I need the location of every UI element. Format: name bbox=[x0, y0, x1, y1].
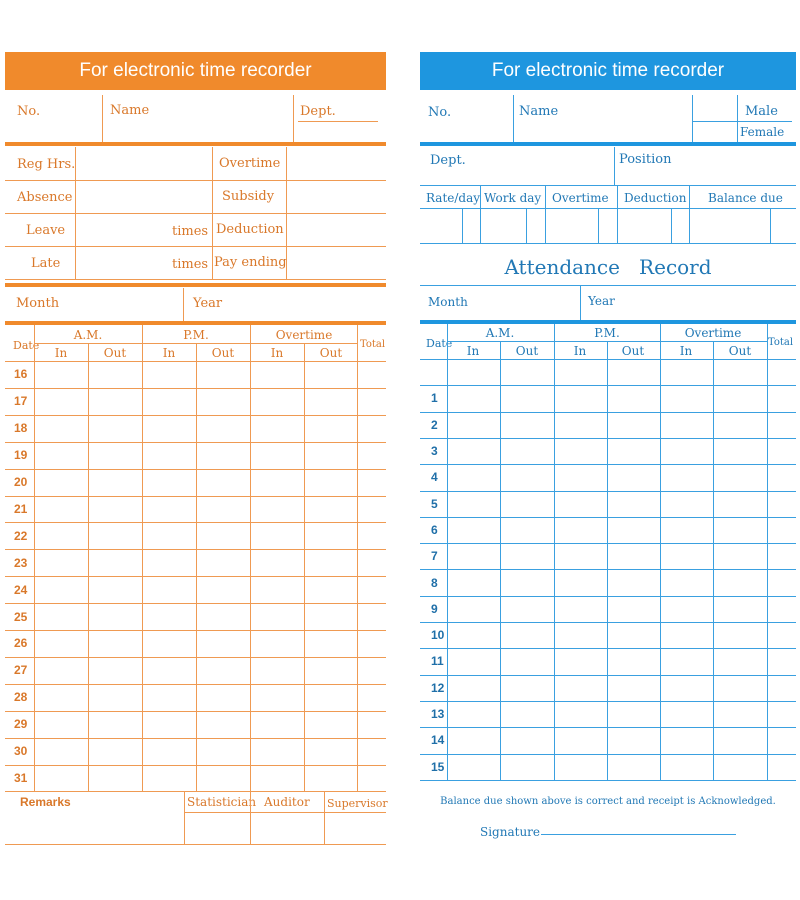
out-label: Out bbox=[211, 346, 235, 360]
column-line bbox=[142, 325, 143, 791]
am-label: A.M. bbox=[485, 326, 515, 340]
day-number: 19 bbox=[14, 448, 28, 463]
row-line bbox=[420, 359, 796, 360]
total-label: Total bbox=[360, 339, 386, 350]
divider bbox=[692, 95, 693, 143]
female-label: Female bbox=[740, 125, 785, 139]
overtime-label: Overtime bbox=[552, 191, 609, 205]
column-line bbox=[660, 324, 661, 780]
out-label: Out bbox=[621, 344, 645, 358]
day-number: 23 bbox=[14, 555, 28, 570]
day-number: 8 bbox=[431, 575, 438, 590]
date-label: Date bbox=[13, 339, 40, 352]
in-label: In bbox=[679, 344, 693, 358]
am-label: A.M. bbox=[73, 328, 103, 342]
row-line bbox=[5, 791, 386, 792]
day-number: 12 bbox=[431, 680, 445, 695]
in-label: In bbox=[54, 346, 68, 360]
day-number: 11 bbox=[431, 654, 444, 669]
divider bbox=[102, 95, 103, 143]
out-label: Out bbox=[728, 344, 752, 358]
card-title: For electronic time recorder bbox=[420, 52, 796, 90]
work-day-label: Work day bbox=[484, 191, 542, 205]
row-line bbox=[420, 491, 796, 492]
day-number: 2 bbox=[431, 417, 438, 432]
total-label: Total bbox=[768, 337, 794, 348]
divider bbox=[526, 208, 527, 243]
dept-label: Dept. bbox=[430, 153, 466, 168]
out-label: Out bbox=[319, 346, 343, 360]
day-number: 15 bbox=[431, 759, 445, 774]
column-line bbox=[607, 341, 608, 780]
divider bbox=[462, 208, 463, 243]
in-label: In bbox=[162, 346, 176, 360]
divider bbox=[580, 285, 581, 320]
signature-line bbox=[541, 834, 736, 835]
row-line bbox=[420, 385, 796, 386]
row-line bbox=[420, 675, 796, 676]
time-card-orange bbox=[5, 52, 386, 847]
divider bbox=[183, 288, 184, 322]
column-line bbox=[250, 325, 251, 791]
divider bbox=[324, 792, 325, 845]
month-label: Month bbox=[428, 295, 468, 309]
reg-hrs-label: Reg Hrs. bbox=[17, 157, 76, 172]
day-number: 4 bbox=[431, 470, 438, 485]
absence-label: Absence bbox=[17, 190, 73, 205]
row-line bbox=[420, 438, 796, 439]
row-line bbox=[420, 622, 796, 623]
row-line bbox=[420, 648, 796, 649]
divider bbox=[513, 95, 514, 143]
divider bbox=[671, 208, 672, 243]
column-line bbox=[304, 343, 305, 791]
divider bbox=[614, 147, 615, 185]
divider bbox=[420, 285, 796, 286]
row-line bbox=[420, 543, 796, 544]
year-label: Year bbox=[588, 294, 615, 308]
divider bbox=[5, 279, 386, 280]
column-line bbox=[713, 341, 714, 780]
divider bbox=[5, 213, 386, 214]
no-label: No. bbox=[17, 104, 41, 119]
day-number: 27 bbox=[14, 663, 28, 678]
divider bbox=[545, 185, 546, 243]
day-number: 18 bbox=[14, 421, 28, 436]
deduction-label: Deduction bbox=[216, 222, 284, 237]
dept-label: Dept. bbox=[300, 104, 336, 119]
in-label: In bbox=[573, 344, 587, 358]
statistician-label: Statistician bbox=[187, 795, 257, 809]
divider bbox=[5, 321, 386, 325]
divider bbox=[293, 95, 294, 143]
divider bbox=[692, 121, 792, 122]
signature-label: Signature bbox=[480, 825, 541, 839]
time-card-blue bbox=[420, 52, 796, 852]
remarks-label: Remarks bbox=[20, 795, 71, 809]
in-label: In bbox=[270, 346, 284, 360]
day-number: 25 bbox=[14, 609, 28, 624]
divider bbox=[689, 185, 690, 243]
column-line bbox=[196, 343, 197, 791]
deduction-label: Deduction bbox=[624, 191, 687, 205]
acknowledgement-text: Balance due shown above is correct and receipt is Acknowledged. bbox=[440, 796, 776, 807]
out-label: Out bbox=[515, 344, 539, 358]
row-line bbox=[420, 780, 796, 781]
day-number: 21 bbox=[14, 501, 28, 516]
day-number: 29 bbox=[14, 717, 28, 732]
column-line bbox=[357, 325, 358, 791]
column-line bbox=[447, 324, 448, 780]
day-number: 17 bbox=[14, 394, 28, 409]
divider bbox=[420, 142, 796, 146]
divider bbox=[5, 180, 386, 181]
divider bbox=[737, 95, 738, 143]
times-label: times bbox=[172, 224, 209, 239]
attendance-record-title: Attendance Record bbox=[504, 255, 712, 279]
supervisor-label: Supervisor bbox=[327, 797, 388, 810]
column-line bbox=[500, 341, 501, 780]
overtime-column-label: Overtime bbox=[275, 328, 333, 342]
divider bbox=[770, 208, 771, 243]
day-number: 28 bbox=[14, 690, 28, 705]
column-line bbox=[34, 325, 35, 791]
date-label: Date bbox=[426, 337, 453, 350]
divider bbox=[5, 283, 386, 287]
divider bbox=[5, 142, 386, 146]
divider bbox=[617, 185, 618, 243]
column-line bbox=[554, 324, 555, 780]
row-line bbox=[420, 596, 796, 597]
divider bbox=[420, 185, 796, 186]
balance-due-label: Balance due bbox=[708, 191, 783, 205]
day-number: 1 bbox=[431, 391, 438, 406]
row-line bbox=[420, 727, 796, 728]
male-label: Male bbox=[745, 104, 778, 119]
day-number: 20 bbox=[14, 475, 28, 490]
day-number: 10 bbox=[431, 628, 445, 643]
day-number: 5 bbox=[431, 496, 438, 511]
day-number: 22 bbox=[14, 528, 28, 543]
day-number: 24 bbox=[14, 582, 28, 597]
divider bbox=[420, 208, 796, 209]
day-number: 16 bbox=[14, 367, 28, 382]
overtime-label: Overtime bbox=[219, 156, 281, 171]
divider bbox=[598, 208, 599, 243]
position-label: Position bbox=[619, 152, 672, 167]
day-number: 3 bbox=[431, 444, 438, 459]
rate-day-label: Rate/day bbox=[426, 191, 481, 205]
card-title: For electronic time recorder bbox=[5, 52, 386, 90]
divider bbox=[184, 812, 386, 813]
divider bbox=[420, 243, 796, 244]
row-line bbox=[420, 517, 796, 518]
name-label: Name bbox=[110, 103, 150, 118]
times-label: times bbox=[172, 257, 209, 272]
day-number: 31 bbox=[14, 770, 28, 785]
pay-ending-label: Pay ending bbox=[214, 255, 287, 270]
month-label: Month bbox=[16, 296, 60, 311]
day-number: 14 bbox=[431, 733, 445, 748]
out-label: Out bbox=[103, 346, 127, 360]
day-number: 7 bbox=[431, 549, 438, 564]
pm-label: P.M. bbox=[594, 326, 620, 340]
pm-label: P.M. bbox=[183, 328, 209, 342]
overtime-column-label: Overtime bbox=[684, 326, 742, 340]
year-label: Year bbox=[193, 296, 223, 311]
no-label: No. bbox=[428, 105, 452, 120]
divider bbox=[184, 792, 185, 845]
column-line bbox=[88, 343, 89, 791]
day-number: 9 bbox=[431, 601, 438, 616]
row-line bbox=[420, 412, 796, 413]
row-line bbox=[420, 754, 796, 755]
day-number: 13 bbox=[431, 707, 445, 722]
name-label: Name bbox=[519, 104, 559, 119]
in-label: In bbox=[466, 344, 480, 358]
divider bbox=[298, 121, 378, 122]
row-line bbox=[420, 701, 796, 702]
day-number: 26 bbox=[14, 636, 28, 651]
divider bbox=[212, 147, 213, 279]
divider bbox=[480, 185, 481, 243]
row-line bbox=[420, 569, 796, 570]
day-number: 30 bbox=[14, 744, 28, 759]
late-label: Late bbox=[31, 256, 61, 271]
row-line bbox=[420, 464, 796, 465]
column-line bbox=[767, 324, 768, 780]
auditor-label: Auditor bbox=[264, 795, 310, 809]
leave-label: Leave bbox=[26, 223, 66, 238]
divider bbox=[250, 792, 251, 845]
divider bbox=[420, 320, 796, 324]
divider bbox=[5, 246, 386, 247]
divider bbox=[5, 844, 386, 845]
subsidy-label: Subsidy bbox=[222, 189, 275, 204]
day-number: 6 bbox=[431, 522, 438, 537]
